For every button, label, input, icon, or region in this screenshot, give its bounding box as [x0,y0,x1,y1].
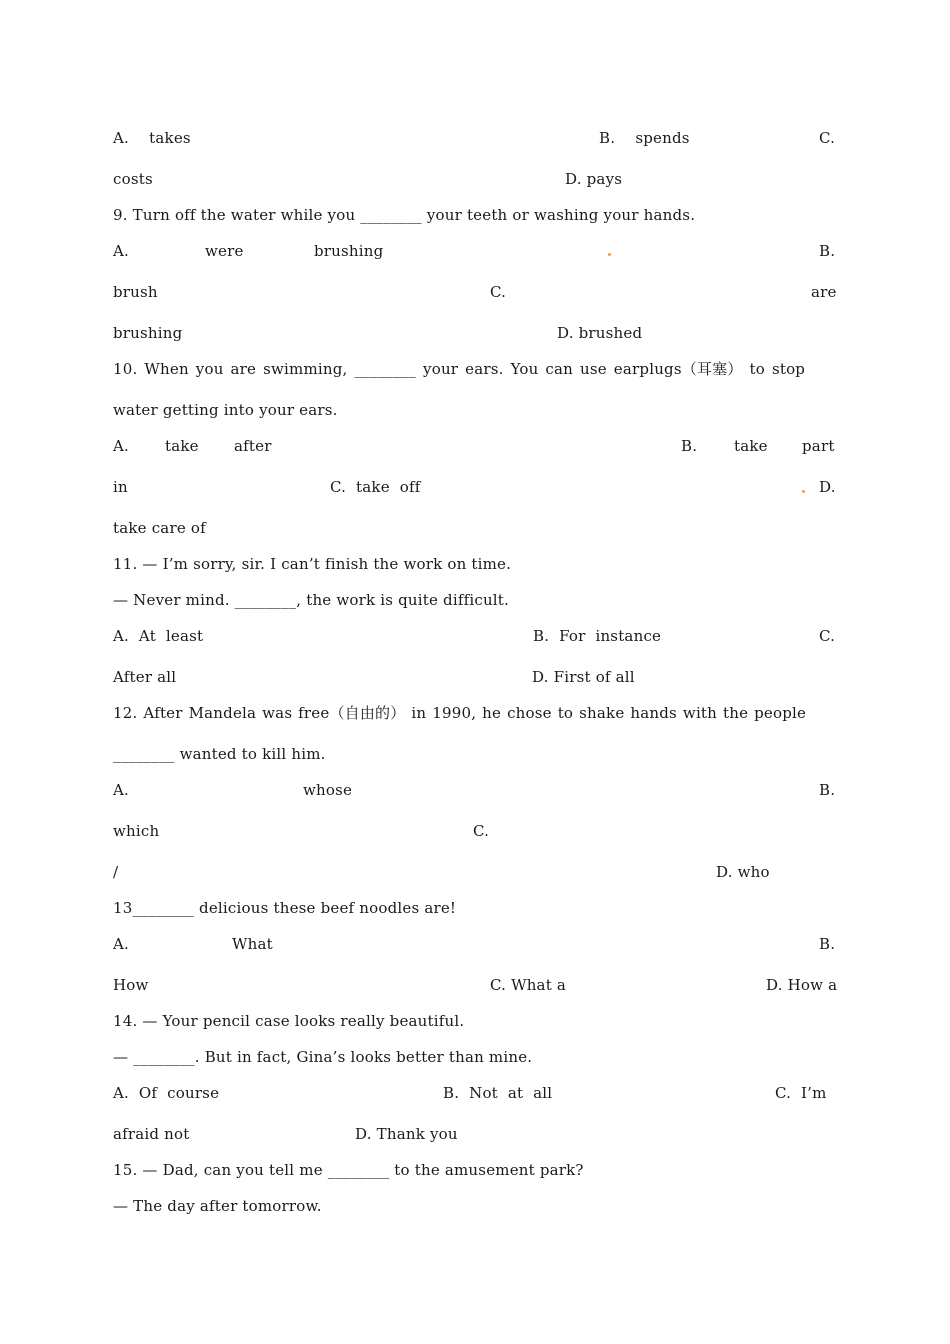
q9-option-b-letter: B. [819,242,836,260]
q11-stem-line1: 11. — I’m sorry, sir. I can’t finish the work on time. [113,555,512,573]
q14-option-c-part2: afraid not [113,1125,190,1143]
q10-option-d-letter: D. [819,478,836,496]
q10-option-a-word2: after [234,437,272,455]
q10-option-c: C. take off [330,478,421,496]
q9-stem: 9. Turn off the water while you ________ your teeth or washing your hands. [113,206,696,224]
q13-option-a-letter: A. [113,935,130,953]
q9-option-c-word2: brushing [113,324,183,342]
q11-option-b: B. For instance [533,627,662,645]
q14-option-a: A. Of course [113,1084,220,1102]
q12-option-c-text: / [113,863,119,881]
q9-option-c-letter: C. [490,283,507,301]
q11-option-c-letter: C. [819,627,836,645]
q10-option-b-letter: B. [681,437,698,455]
q11-option-d: D. First of all [532,668,635,686]
q12-option-a-text: whose [303,781,353,799]
q8-option-a: A. takes [113,129,191,147]
orange-dot-mark [802,490,805,493]
q15-stem-line2: — The day after tomorrow. [113,1197,322,1215]
q14-stem-line1: 14. — Your pencil case looks really beautiful. [113,1012,465,1030]
q10-option-b-word1: take [734,437,768,455]
q15-stem-line1: 15. — Dad, can you tell me ________ to the amusement park? [113,1161,584,1179]
q13-option-a-text: What [232,935,273,953]
q11-stem-line2: — Never mind. ________, the work is quite difficult. [113,591,509,609]
q14-option-b: B. Not at all [443,1084,553,1102]
q11-option-a: A. At least [113,627,204,645]
q9-option-d: D. brushed [557,324,643,342]
q12-option-c-letter: C. [473,822,490,840]
q14-option-d: D. Thank you [355,1125,458,1143]
q12-stem-line2: ________ wanted to kill him. [113,745,326,763]
q9-option-a-letter: A. [113,242,130,260]
q12-option-b-text: which [113,822,160,840]
orange-dot-mark [608,253,611,256]
q12-stem-line1: 12. After Mandela was free（自由的） in 1990, he chose to shake hands with the people [113,704,807,722]
q12-option-a-letter: A. [113,781,130,799]
q13-option-c: C. What a [490,976,567,994]
q10-option-a-word1: take [165,437,199,455]
q10-option-b-word2: part [802,437,835,455]
q10-stem-line1: 10. When you are swimming, ________ your ears. You can use earplugs（耳塞） to stop [113,360,806,378]
q10-option-b-word3: in [113,478,128,496]
q8-option-d: D. pays [565,170,623,188]
q13-option-d: D. How a [766,976,838,994]
q8-option-b: B. spends [599,129,690,147]
q9-option-c-word1: are [811,283,837,301]
q11-option-c-text: After all [113,668,177,686]
q13-stem: 13________ delicious these beef noodles are! [113,899,457,917]
q8-option-c-letter: C. [819,129,836,147]
q14-option-c-part1: C. I’m [775,1084,827,1102]
q10-stem-line2: water getting into your ears. [113,401,338,419]
q13-option-b-letter: B. [819,935,836,953]
q14-stem-line2: — ________. But in fact, Gina’s looks better than mine. [113,1048,533,1066]
q8-option-c-text: costs [113,170,153,188]
q12-option-d: D. who [716,863,770,881]
q10-option-d-text: take care of [113,519,206,537]
q13-option-b-text: How [113,976,149,994]
q9-option-a-word1: were [205,242,244,260]
q9-option-b-text: brush [113,283,158,301]
q9-option-a-word2: brushing [314,242,384,260]
q10-option-a-letter: A. [113,437,130,455]
q12-option-b-letter: B. [819,781,836,799]
